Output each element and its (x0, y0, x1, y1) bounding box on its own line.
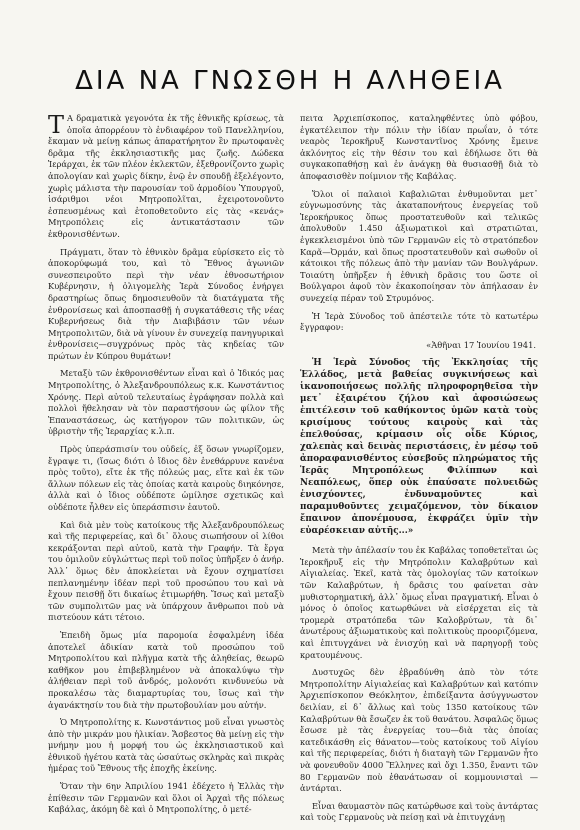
paragraph: Ὁ Μητροπολίτης κ. Κωνστάντιος μοῦ εἶναι γνωστὸς ἀπὸ τὴν μικράν μου ἡλικίαν. Ἄσβεστος θὰ μείνῃ εἰς τὴν μνήμην μου ἡ μορφή του ὡς ἐκκλησιαστικοῦ καὶ ἐθνικοῦ ἡγέτου κατὰ τὰς ὡσαύτως σκληρὰς καὶ πικρὰς ἡμέρας τοῦ Ἔθνους τῆς ἐποχῆς ἐκείνης. (48, 717, 284, 774)
quoted-letter (300, 357, 538, 537)
paragraph: Ὅλοι οἱ παλαιοὶ Καβαλιῶται ἐνθυμοῦνται μετ᾽ εὐγνωμοσύνης τὰς ἀκαταπονήτους ἐνεργείας τοῦ Ἱεροκήρυκος ὅπως προστατευθοῦν καὶ τελικῶς ἀπολυθοῦν 1.450 ἀξιωματικοὶ καὶ στρατιῶται, ἐγκεκλεισμένοι ὑπὸ τῶν Γερμανῶν εἰς τὸ στρατόπεδον Καρᾶ—Ὀρμάν, καὶ ὅπως προστατευθοῦν καὶ σωθοῦν οἱ κάτοικοι τῆς πόλεως ἀπὸ τὴν μανίαν τῶν Βουλγάρων. Τοιαύτη ὑπῆρξεν ἡ ἐθνικὴ δρᾶσις του ὥστε οἱ Βούλγαροι ἀφοῦ τὸν ἐκακοποίησαν τὸν ἀπήλασαν ἐν συνεχείᾳ πέραν τοῦ Στρυμόνος. (300, 188, 538, 303)
paragraph: Εἶναι θαυμαστὸν πῶς κατώρθωσε καὶ τοὺς ἀντάρτας καὶ τοὺς Γερμανοὺς νὰ πείσῃ καὶ νὰ ἐπιτυγχάνῃ (300, 800, 538, 823)
paragraph: Ἡ Ἱερὰ Σύνοδος τοῦ ἀπέστειλε τότε τὸ κατωτέρω ἔγγραφον: (300, 310, 538, 333)
paragraph-text: Α δραματικὰ γεγονότα ἐκ τῆς ἐθνικῆς κρίσεως, τὰ ὁποῖα ἀπορρέουν τὸ ἐνδιαφέρον τοῦ Πανελληνίου, ἔκαμαν νὰ μείνῃ κάπως ἀπαρατήρητον ἓν πρωτοφανὲς δρᾶμα τῆς ἐκκλησιαστικῆς μας ζωῆς. Δώδεκα Ἱεράρχαι, ἐκ τῶν πλέον ἐκλεκτῶν, ἐξεθρονίζοντο χωρὶς ἀπολογίαν καὶ χωρὶς δίκην, ἐνῷ ἐν σπουδῇ ἐξελέγοντο, χωρὶς μάλιστα τὴν παρουσίαν τοῦ ἁρμοδίου Ὑπουργοῦ, ἰσάριθμοι νέοι Μητροπολῖται, ἐχειροτονοῦντο ἐσπευσμένως καὶ ἐτοποθετοῦντο εἰς τὰς «κενάς» Μητροπόλεις εἰς ἀντικατάστασιν τῶν ἐκθρονισθέντων. (48, 113, 284, 239)
paragraph: Δυστυχῶς δὲν ἐβραδύνθη ἀπὸ τὸν τότε Μητροπολίτην Αἰγιαλείας καὶ Καλαβρύτων καὶ κατόπιν Ἀρχιεπίσκοπον Θεόκλητον, ἐπιδείξαντα ἀσύγγνωστον δειλίαν, εἰ δ᾽ ἄλλως καὶ τοὺς 1350 κατοίκους τῶν Καλαβρύτων θὰ ἔσωζεν ἐκ τοῦ θανάτου. Ἀσφαλῶς ὅμως ἔσωσε μὲ τὰς ἐνεργείας του—διὰ τὰς ὁποίας κατεδικάσθη εἰς θάνατον—τοὺς κατοίκους τοῦ Αἰγίου καὶ τῆς περιφερείας, διότι ἡ διαταγὴ τῶν Γερμανῶν ἦτο νὰ φονευθοῦν 4000 Ἕλληνες καὶ ὄχι 1.350, ἔναντι τῶν 80 Γερμανῶν ποὺ ἐθανάτωσαν οἱ κομμουνισταὶ — ἀντάρται. (300, 667, 538, 794)
paragraph: Μετὰ τὴν ἀπέλασίν του ἐκ Καβάλας τοποθετεῖται ὡς Ἱεροκῆρυξ εἰς τὴν Μητρόπολιν Καλαβρύτων καὶ Αἰγιαλείας. Ἐκεῖ, κατὰ τὰς ὁμολογίας τῶν κατοίκων τῶν Καλαβρύτων, ἡ δρᾶσις του φαίνεται σὰν μυθιστορηματική, ἀλλ᾽ ὅμως εἶναι πραγματική. Εἶναι ὁ μόνος ὁ ὁποῖος κατωρθώνει νὰ εἰσέρχεται εἰς τὰ τρομερὰ στρατόπεδα τῶν Καλοβρύτων, τὰ δι᾽ ἀνωτέρους ἀξιωματικοὺς καὶ πολιτικοὺς προοριζόμενα, καὶ ἐπιτυγχάνει νὰ ἐνισχύῃ καὶ νὰ παρηγορῇ τοὺς κρατουμένους. (300, 545, 538, 660)
paragraph: πειτα Ἀρχιεπίσκοπος, καταληφθέντες ὑπὸ φόβου, ἐγκατέλειπον τὴν πόλιν τὴν ἰδίαν πρωΐαν, ὁ τότε νεαρὸς Ἱεροκῆρυξ Κωνσταντῖνος Χρόνης ἔμεινε ἀκλόνητος εἰς τὴν θέσιν του καὶ ἐδήλωσε ὅτι θὰ συγκακοπαθήσῃ καὶ ἐν ἀνάγκῃ θὰ θυσιασθῇ διὰ τὸ ἀποφασισθὲν ποίμνιον τῆς Καβάλας. (300, 113, 538, 181)
letter-date: «Ἀθῆναι 17 Ἰουνίου 1941. (426, 339, 536, 350)
dropcap: Τ (48, 111, 65, 139)
left-column (48, 113, 284, 822)
paragraph: Ὅταν τὴν 6ην Ἀπριλίου 1941 ἐδέχετο ἡ Ἑλλὰς τὴν ἐπίθεσιν τῶν Γερμανῶν καὶ ὅλοι οἱ Ἀρχαὶ τῆς πόλεως Καβάλας, ἀκόμη δὲ καὶ ὁ Μητροπολίτης, ὁ μετέ- (48, 781, 284, 815)
paragraph: Καὶ διὰ μὲν τοὺς κατοίκους τῆς Ἀλεξανδρουπόλεως καὶ τῆς περιφερείας, καὶ δι᾽ ὅλους σιωπήσουν οἱ λίθοι κεκράξονται περὶ αὐτοῦ, κατὰ τὴν Γραφήν. Τὰ ἔργα του ὁμιλοῦν εὐγλώττως περὶ τοῦ ποῖος ὑπῆρξεν ὁ ἀνήρ. Ἀλλ᾽ ὅμως δὲν ἀποκλείεται νὰ ἔχουν σχηματίσει πεπλανημένην ἰδέαν περὶ τοῦ προσώπου του καὶ νὰ ἔχουν πεισθῇ ὅτι δικαίως ἐτιμωρήθη. Ἴσως καὶ μεταξὺ τῶν συμπολιτῶν μας νὰ ὑπάρχουν ἄνθρωποι ποὺ νὰ πιστεύουν κάτι τέτοιο. (48, 519, 284, 623)
paragraph (48, 113, 284, 241)
quoted-letter-text: Ἡ Ἱερὰ Σύνοδος τῆς Ἐκκλησίας τῆς Ἑλλάδος, μετὰ βαθείας συγκινήσεως καὶ ἱκανοποιήσεως πολλῆς πληροφορηθεῖσα τὴν μετ᾽ ἐξαιρέτου ζήλου καὶ ἀφοσιώσεως ἐπιτέλεσιν τοῦ καθήκοντος ὑμῶν κατὰ τοὺς κρισίμους τούτους καιροὺς καὶ τὰς ἐπελθούσας, κρίμασιν οἷς οἶδε Κύριος, χαλεπὰς καὶ δεινὰς περιστάσεις, ἐν μέσῳ τοῦ ἀποραφανισθέντος εὐσεβοῦς πληρώματος τῆς Ἱερᾶς Μητροπόλεως Φιλίππων καὶ Νεαπόλεως, ὅπερ οὐκ ἐπαύσατε πολυειδῶς ἐνισχύοντες, ἐνδυναμοῦντες καὶ παραμυθοῦντες χειμαζόμενον, τὸν δίκαιον ἔπαινον ἀπονέμουσα, ἐκφράζει ὑμῖν τὴν εὐαρέσκειαν αὐτῆς...» (300, 358, 538, 537)
right-column (300, 113, 538, 830)
paragraph: Πρὸς ὑπεράσπισίν του οὐδείς, ἐξ ὅσων γνωρίζομεν, ἔγραψε τι, (ἴσως διότι ὁ ἴδιος δὲν ἐνεθάρρυνε κανένα πρὸς τοῦτο), εἴτε ἐκ τῆς πόλεώς μας, εἴτε καὶ ἐκ τῶν ἄλλων πόλεων εἰς τὰς ὁποίας κατὰ καιροὺς διηκόνησε, ἀλλὰ καὶ ὁ ἴδιος οὐδέποτε ὡμίλησε σχετικῶς καὶ οὐδέποτε ἦλθεν εἰς ὑπεράσπισιν ἑαυτοῦ. (48, 444, 284, 512)
paragraph: Μεταξὺ τῶν ἐκθρονισθέντων εἶναι καὶ ὁ Ἰδικός μας Μητροπολίτης, ὁ Ἀλεξανδρουπόλεως κ.κ. Κωνστάντιος Χρόνης. Περὶ αὐτοῦ τελευταίως ἐγράφησαν πολλὰ καὶ πολλοὶ ἤθελησαν νὰ τὸν παραστήσουν ὡς φίλον τῆς Ἐπαναστάσεως, ὡς κατήγορον τῶν πολιτικῶν, ὡς ὑβριστὴν τῆς Ἱεραρχίας κ.λ.π. (48, 368, 284, 437)
paragraph: Πράγματι, ὅταν τὸ ἐθνικὸν δρᾶμα εὑρίσκετο εἰς τὸ ἀποκορύφωμά του, καὶ τὸ Ἔθνος ἀγωνιῶν συνεσπειροῦτο περὶ τὴν νέαν ἐθνοσωτήριον Κυβέρνησιν, ἡ ὀλιγομελὴς Ἱερὰ Σύνοδος ἐνήργει δραστηρίως ὅπως δημοσιευθοῦν τὰ διατάγματα τῆς ἐνθρονίσεως καὶ ἀποσπασθῇ ἡ συγκατάθεσις τῆς νέας Κυβερνήσεως διὰ τὴν Διαβιβάσιν τῶν νέων Μητροπολιτῶν, διὰ νὰ γίνουν ἐν συνεχείᾳ πανηγυρικαὶ ἐνθρονίσεις—συγχρόνως πρὸς τὰς κηδείας τῶν πρώτων ἐν Κύπρου θυμάτων! (48, 246, 284, 361)
paragraph: Ἐπειδὴ ὅμως μία παρομοία ἐσφαλμένη ἰδέα ἀποτελεῖ ἀδικίαν κατὰ τοῦ προσώπου τοῦ Μητροπολίτου καὶ πλῆγμα κατὰ τῆς ἀληθείας, θεωρῶ καθῆκον μου ἐπιβεβλημένον νὰ ἀποκαλύψω τὴν ἀλήθειαν περὶ τοῦ ἀνδρός, μολονότι κινδυνεύω νὰ προκαλέσω τὰς διαμαρτυρίας του, ἴσως καὶ τὴν ἀγανάκτησίν του διὰ τὴν πρωτοβουλίαν μου αὐτήν. (48, 629, 284, 710)
page-title: ΔΙΑ ΝΑ ΓΝΩΣΘΗ Η ΑΛΗΘΕΙΑ (75, 66, 505, 96)
